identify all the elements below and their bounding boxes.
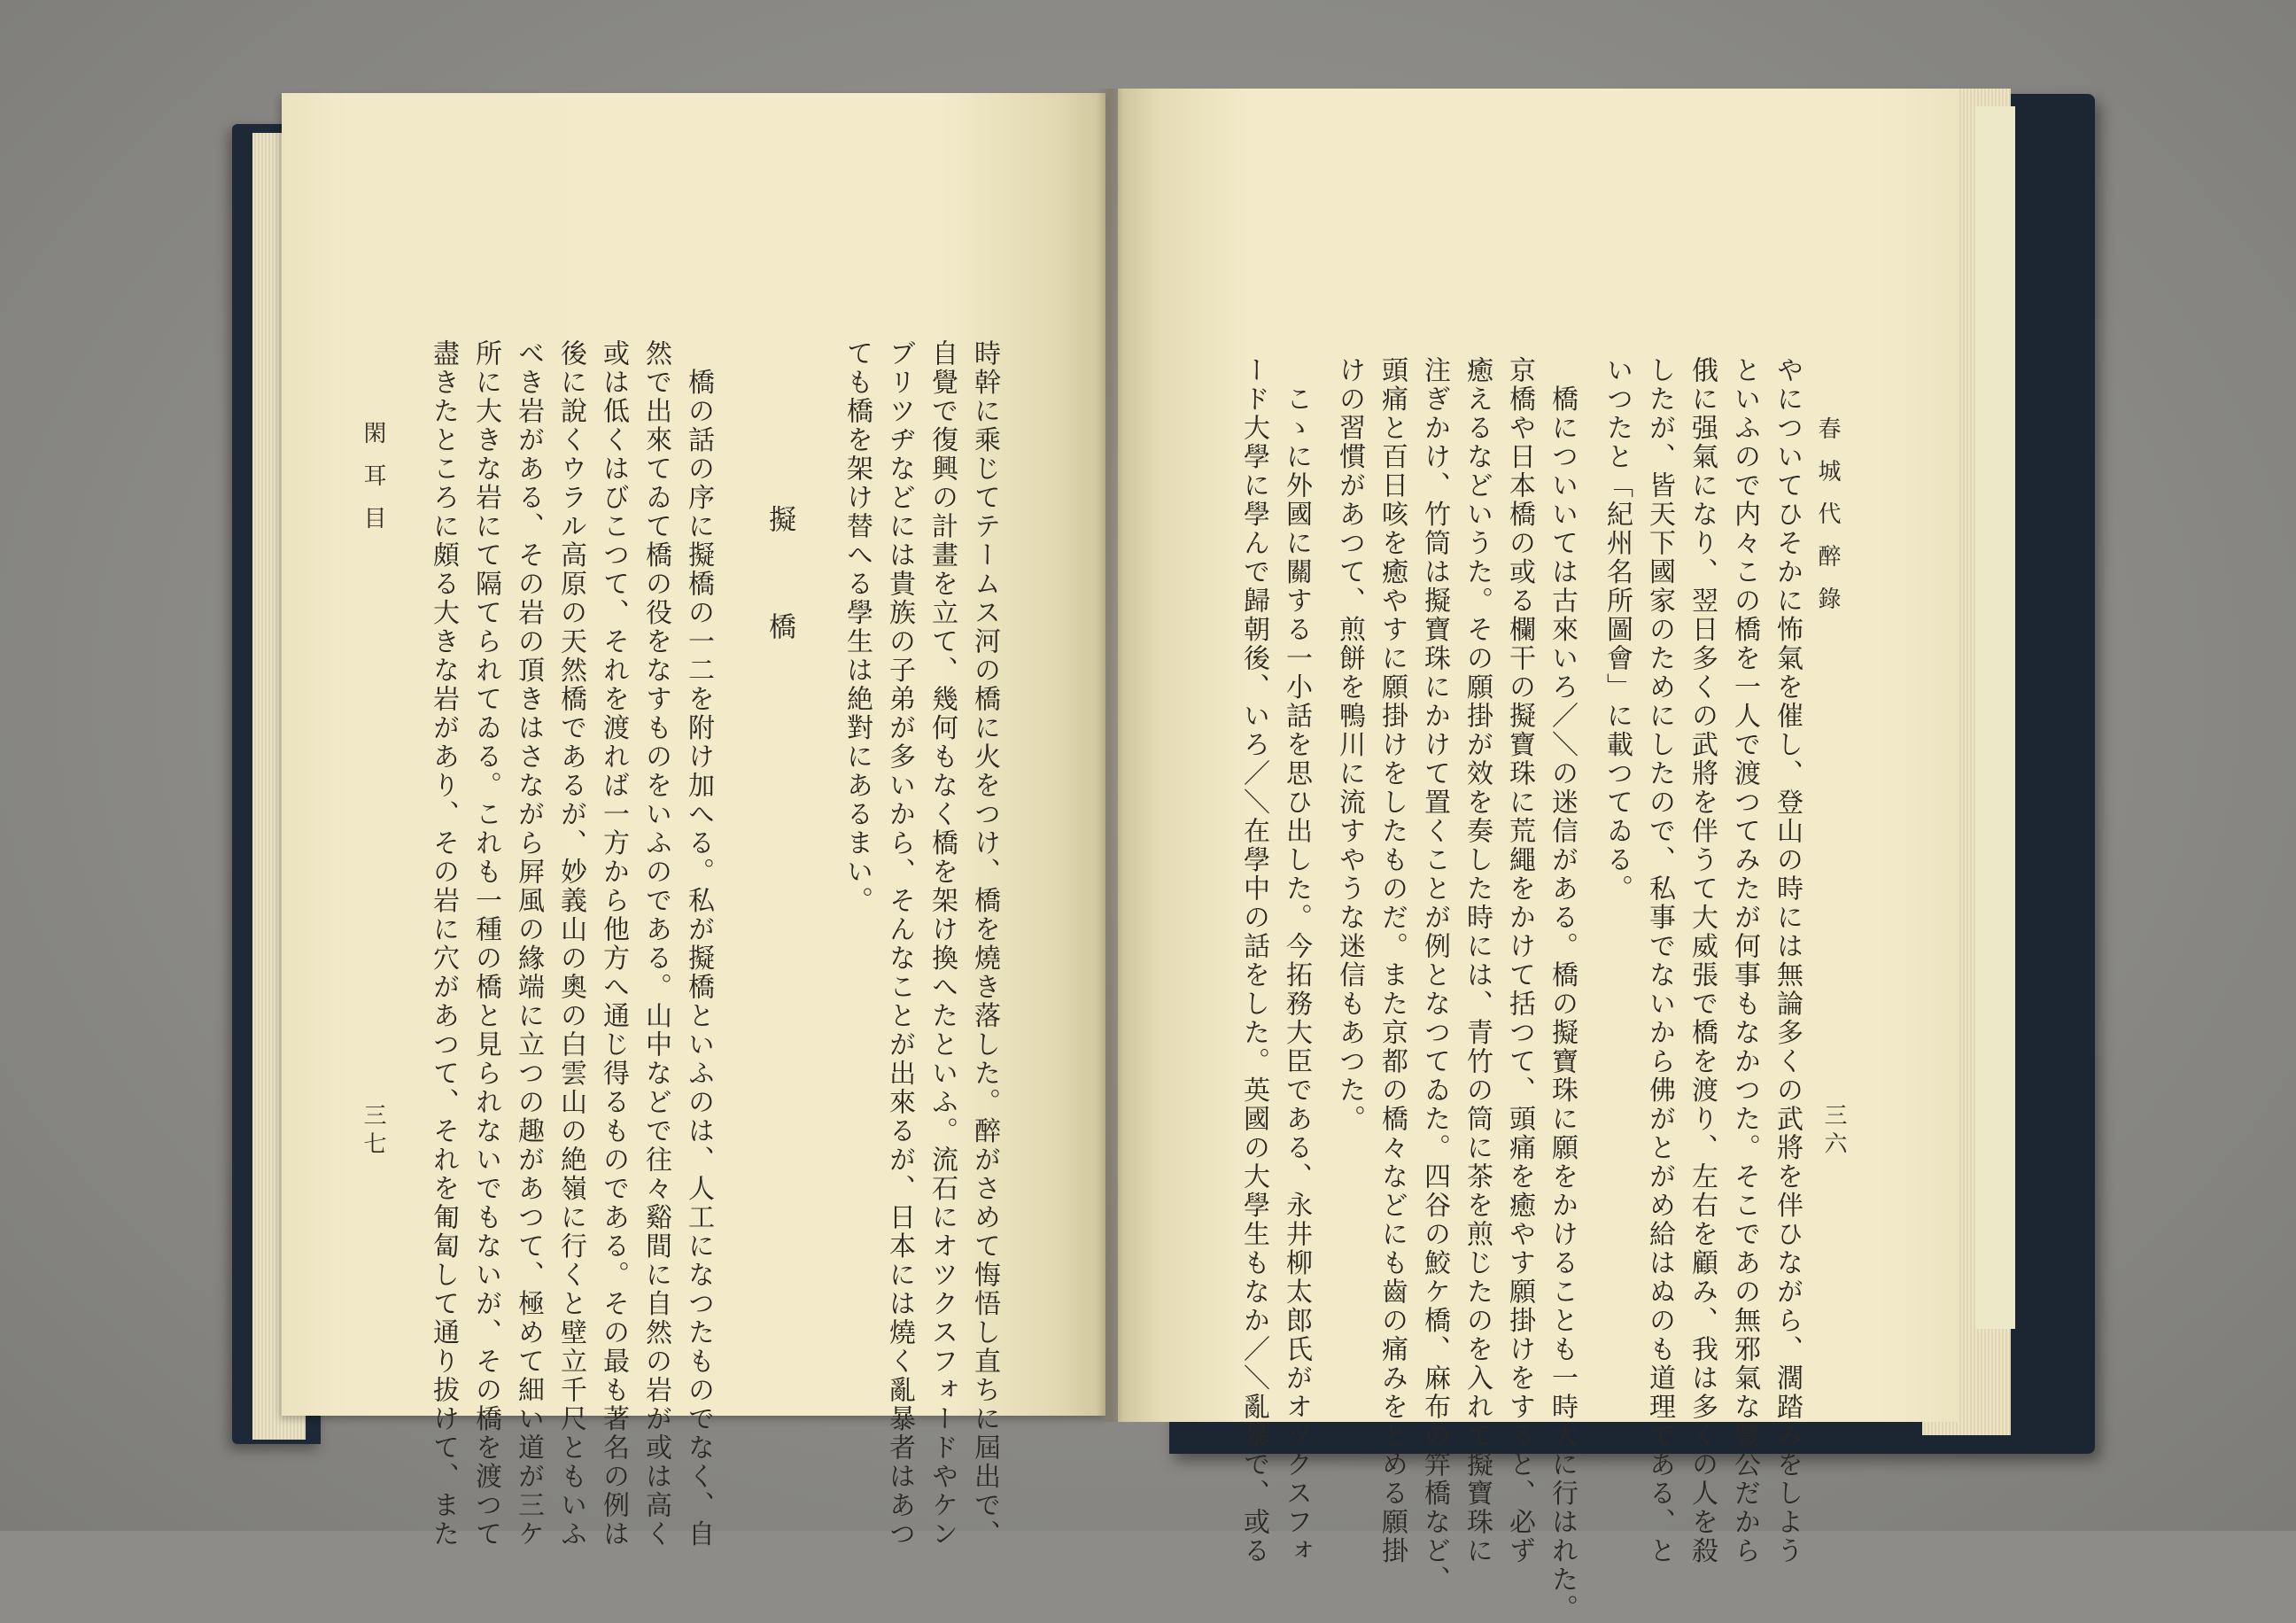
text-line: 自覺で復興の計畫を立て、幾何もなく橋を架け換へたといふ。流石にオツクスフォードやケン	[927, 339, 958, 1549]
text-line: ても橋を架け替へる學生は絶對にあるまい。	[842, 339, 873, 915]
text-line: やについてひそかに怖氣を催し、登山の時には無論多くの武將を伴ひながら、濶踏みをしよう	[1772, 356, 1803, 1565]
text-line: 橋についいては古來いろ／＼の迷信がある。橋の擬寶珠に願をかけることも一時大に行はれた。	[1547, 356, 1578, 1623]
text-line: こゝに外國に關する一小話を思ひ出した。今拓務大臣である、永井柳太郎氏がオツクスフォ	[1281, 356, 1312, 1565]
text-line: 頭痛と百日咳を癒やすに願掛けをしたものだ。また京都の橋々などにも齒の痛みをとめる願掛	[1377, 356, 1408, 1565]
text-line: 所に大きな岩にて隔てられてゐる。これも一種の橋と見られないでもないが、その橋を渡つて	[470, 339, 501, 1549]
page-number-right: 三六	[1820, 1103, 1847, 1160]
section-title: 擬橋	[764, 505, 795, 719]
text-line: 俄に强氣になり、翌日多くの武將を伴うて大威張で橋を渡り、左右を顧み、我は多くの人を殺	[1687, 356, 1718, 1565]
text-line: いつたと「紀州名所圖會」に載つてゐる。	[1602, 356, 1633, 904]
text-line: ブリツヂなどには貴族の子弟が多いから、そんなことが出來るが、日本には燒く亂暴者はあつ	[884, 339, 915, 1549]
book-gutter	[1097, 89, 1123, 1422]
running-head-right: 春城代醉錄	[1814, 416, 1841, 629]
text-line: ード大學に學んで歸朝後、いろ／＼在學中の話をした。英國の大學生もなか／＼亂暴で、或る	[1238, 356, 1269, 1565]
text-line: 然で出來てゐて橋の役をなすものをいふのである。山中などで往々谿間に自然の岩が或は高く	[640, 339, 671, 1549]
text-line: 時幹に乘じてテームス河の橋に火をつけ、橋を燒き落した。醉がさめて悔悟し直ちに屆出で、	[969, 339, 1000, 1549]
text-line: したが、皆天下國家のためにしたので、私事でないから佛がとがめ給はぬのも道理である、と	[1644, 356, 1675, 1565]
text-line: といふので内々この橋を一人で渡つてみたが何事もなかつた。そこであの無邪氣な豐公だから	[1729, 356, 1760, 1565]
text-line: 盡きたところに頗る大きな岩があり、その岩に穴があつて、それを匍匐して通り拔けて、また	[428, 339, 459, 1549]
text-line: 癒えるなどいうた。その願掛が效を奏した時には、青竹の筒に茶を煎じたのを入れて擬寶珠に	[1462, 356, 1493, 1565]
text-line: 京橋や日本橋の或る欄干の擬寶珠に荒繩をかけて括つて、頭痛を癒やす願掛けをすると、必ず	[1504, 356, 1535, 1565]
page-number-left: 三七	[360, 1103, 386, 1160]
text-line: 注ぎかけ、竹筒は擬寶珠にかけて置くことが例となつてゐた。四谷の鮫ケ橋、麻布の笄橋など、	[1419, 356, 1450, 1595]
page-edges-right-inner	[1975, 106, 2015, 1329]
text-line: べき岩がある、その岩の頂きはさながら屛風の緣端に立つの趣があつて、極めて細い道が三ケ	[513, 339, 544, 1549]
text-line: けの習慣があつて、煎餅を鴨川に流すやうな迷信もあつた。	[1334, 356, 1365, 1134]
text-line: 後に說くウラル高原の天然橋であるが、妙義山の奧の白雲山の絶嶺に行くと壁立千尺ともいふ	[555, 339, 586, 1549]
text-line: 橋の話の序に擬橋の一二を附け加へる。私が擬橋といふのは、人工になつたものでなく、自	[683, 339, 714, 1549]
running-head-left: 閑耳目	[360, 421, 386, 548]
text-line: 或は低くはびこつて、それを渡れば一方から他方へ通じ得るものである。その最も著名の例は	[598, 339, 629, 1549]
